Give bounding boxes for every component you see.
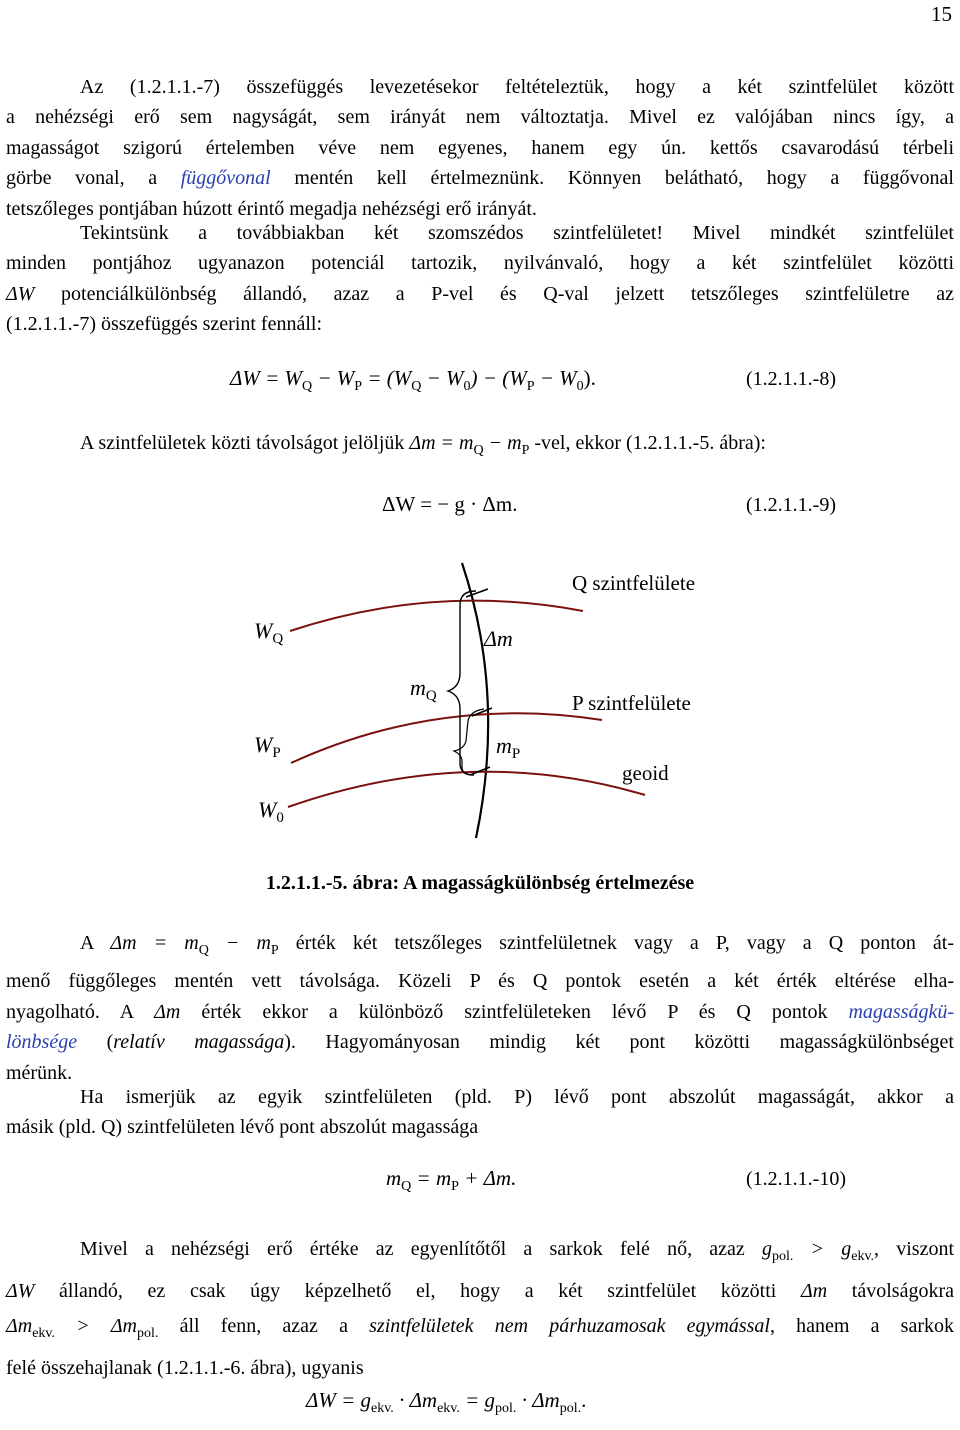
equation-9-number: (1.2.1.1.-9): [746, 494, 836, 516]
text-line: menő függőleges mentén vett távolsága. Közeli P és Q pontok esetén a két érték eltérése elha-: [6, 970, 954, 993]
term-magassagkulonbseg: magasságkü-: [848, 1000, 955, 1023]
paragraph-intro: [6, 72, 954, 224]
text-line: Tekintsünk a továbbiakban két szomszédos szintfelületet! Mivel mindkét szintfelület: [80, 222, 954, 244]
label-mq: $m_Q$: [410, 675, 437, 704]
q-surface-curve: [290, 601, 583, 631]
label-geoid: geoid: [622, 761, 669, 785]
brace-mp: [454, 709, 484, 775]
text-line: tetszőleges pontjában húzott érintő megadja nehézségi erő irányát.: [6, 197, 537, 220]
equation-11: $\Delta W = g_{ekv.} \cdot \Delta m_{ekv.} = g_{pol.} \cdot \Delta m_{pol.}$.: [306, 1388, 587, 1416]
figure-caption: 1.2.1.1.-5. ábra: A magasságkülönbség értelmezése: [265, 872, 695, 894]
label-delta-m: Δm: [484, 626, 513, 651]
text-line: nyagolható. A Δm érték ekkor a különböző szintfelületeken lévő P és Q pontok magasságkü-: [6, 1000, 955, 1023]
text-line: Ha ismerjük az egyik szintfelületen (pld. P) lévő pont abszolút magasságát, akkor a: [80, 1086, 954, 1108]
paragraph-gravity: [6, 1234, 954, 1384]
paragraph-potential: [6, 218, 954, 340]
text-line: a nehézségi erő sem nagyságát, sem irányát nem változtatja. Mivel ez valójában nincs így, a: [6, 106, 954, 129]
text-line: mérünk.: [6, 1061, 73, 1084]
paragraph-absolute-height: [6, 1082, 954, 1143]
label-p-surface: P szintfelülete: [572, 691, 691, 715]
delta-w-symbol: ΔW: [6, 282, 35, 305]
text-line: Mivel a nehézségi erő értéke az egyenlítőtől a sarkok felé nő, azaz $g_{pol.} > g_{ekv.}$, viszont: [80, 1238, 954, 1264]
text-line: görbe vonal, a függővonal mentén kell értelmeznünk. Könnyen belátható, hogy a függővonal: [6, 167, 954, 190]
plumb-line: [462, 563, 488, 838]
text-line: lönbsége (relatív magassága). Hagyományosan mindig két pont közötti magasságkülönbséget: [6, 1031, 954, 1054]
term-nem-parhuzamos: szintfelületek nem párhuzamosak egymással: [369, 1314, 770, 1337]
equation-9: ΔW = − g · Δm.: [382, 492, 518, 516]
paragraph-height-difference: [6, 928, 954, 1088]
text-line: $\Delta m_{ekv.} > \Delta m_{pol.}$ áll fenn, azaz a szintfelületek nem párhuzamosak egymással, hanem a sarkok: [6, 1314, 954, 1341]
text-line: másik (pld. Q) szintfelületen lévő pont abszolút magassága: [6, 1116, 479, 1139]
label-wp: $W_P$: [254, 732, 281, 761]
equation-8: $\Delta W = W_Q - W_P = (W_Q - W_0) - (W_P - W_0)$.: [230, 366, 596, 394]
paragraph-distance: A szintfelületek közti távolságot jelöljük $\Delta m = m_Q - m_P$ -vel, ekkor (1.2.1.1.-5. ábra):: [80, 432, 766, 458]
figure-level-surfaces: [0, 545, 960, 885]
text-line: felé összehajlanak (1.2.1.1.-6. ábra), ugyanis: [6, 1357, 364, 1380]
text-line: A $\Delta m = m_Q - m_P$ érték két tetszőleges szintfelületnek vagy a P, vagy a Q ponton át-: [80, 932, 955, 958]
text-line: ΔW potenciálkülönbség állandó, azaz a P-vel és Q-val jelzett tetszőleges szintfelületre az: [6, 282, 954, 305]
term-relativ-magassag: relatív magassága: [113, 1031, 285, 1054]
text-line: minden pontjához ugyanazon potenciál tartozik, nyilvánvaló, hogy a két szintfelület közötti: [6, 252, 954, 275]
text-line: ΔW állandó, ez csak úgy képzelhető el, hogy a két szintfelület közötti Δm távolságokra: [6, 1280, 954, 1303]
label-w0: $W_0$: [258, 797, 284, 826]
text-line: magasságot szigorú értelemben véve nem egyenes, hanem egy ún. kettős csavarodású térbeli: [6, 136, 954, 159]
text-line: (1.2.1.1.-7) összefüggés szerint fennáll:: [6, 313, 323, 336]
equation-10: $m_Q = m_P + \Delta m$.: [386, 1166, 517, 1194]
label-mp: $m_P$: [496, 733, 521, 762]
geoid-curve: [288, 772, 645, 807]
equation-10-number: (1.2.1.1.-10): [746, 1168, 846, 1190]
p-surface-curve: [291, 713, 602, 763]
label-q-surface: Q szintfelülete: [572, 571, 696, 595]
equation-8-number: (1.2.1.1.-8): [746, 368, 836, 390]
label-wq: $W_Q$: [254, 618, 284, 647]
page-number: 15: [931, 2, 952, 26]
term-fuggovonal: függővonal: [180, 167, 271, 190]
text-line: Az (1.2.1.1.-7) összefüggés levezetésekor feltételeztük, hogy a két szintfelület között: [80, 76, 954, 98]
